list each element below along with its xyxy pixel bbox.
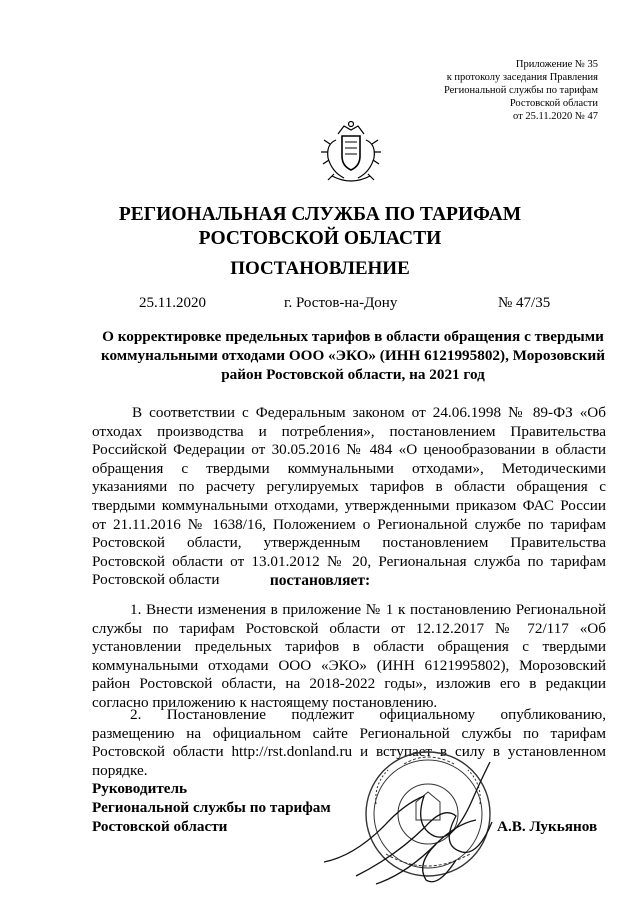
document-date: 25.11.2020 [139, 295, 206, 311]
appendix-line: Приложение № 35 [515, 59, 598, 70]
coat-of-arms-icon [318, 120, 384, 188]
appendix-line: Ростовской области [509, 98, 598, 109]
subject-line: район Ростовской области, на 2021 год [221, 366, 485, 383]
document-type: ПОСТАНОВЛЕНИЕ [230, 258, 410, 279]
resolves-heading: постановляет: [269, 572, 371, 589]
appendix-line: к протоколу заседания Правления [446, 72, 598, 83]
official-seal-and-signature [316, 744, 502, 894]
organization-name [0, 203, 640, 251]
signer-name: А.В. Лукьянов [497, 818, 598, 835]
subject-line: О корректировке предельных тарифов в области обращения с твердыми [102, 328, 604, 345]
item-2-paragraph: 2. Постановление подлежит официальному опубликованию, размещению на официальном сайте Региональной службы по тарифам Ростовской области http://rst.donland.ru и вступает в силу в установленном порядке. [92, 706, 606, 779]
org-line: РОСТОВСКОЙ ОБЛАСТИ [198, 228, 442, 249]
document-subject [98, 327, 608, 384]
signature-title [92, 779, 331, 836]
subject-line: коммунальными отходами ООО «ЭКО» (ИНН 6121995802), Морозовский [100, 347, 606, 364]
signature-title-line: Ростовской области [92, 818, 228, 835]
signature-title-line: Руководитель [92, 780, 188, 797]
appendix-line: от 25.11.2020 № 47 [513, 111, 598, 122]
appendix-note [444, 58, 598, 123]
document-number: № 47/35 [498, 295, 551, 311]
item-1-paragraph: 1. Внести изменения в приложение № 1 к постановлению Региональной службы по тарифам Ростовской области от 12.12.2017 № 72/117 «Об установлении предельных тарифов в области обращения с твердыми коммунальными отходами ООО «ЭКО» (ИНН 6121995802), Морозовский район Ростовской области, на 2018-2022 годы», изложив его в редакции согласно приложению к настоящему постановлению. [92, 601, 606, 711]
intro-paragraph: В соответствии с Федеральным законом от 24.06.1998 № 89-ФЗ «Об отходах производства и потребления», постановлением Правительства Российской Федерации от 30.05.2016 № 484 «О ценообразовании в области обращения с твердыми коммунальными отходами», Методическими указаниями по расчету регулируемых тарифов в области обращения с твердыми коммунальными отходами, утвержденными приказом ФАС России от 21.11.2016 № 1638/16, Положением о Региональной службе по тарифам Ростовской области, утвержденным постановлением Правительства Ростовской области от 13.01.2012 № 20, Региональная служба по тарифам Ростовской области [92, 404, 606, 589]
appendix-line: Региональной службы по тарифам [443, 85, 598, 96]
org-line: РЕГИОНАЛЬНАЯ СЛУЖБА ПО ТАРИФАМ [118, 204, 522, 225]
signature-title-line: Региональной службы по тарифам [92, 799, 331, 816]
document-city: г. Ростов-на-Дону [284, 295, 398, 311]
